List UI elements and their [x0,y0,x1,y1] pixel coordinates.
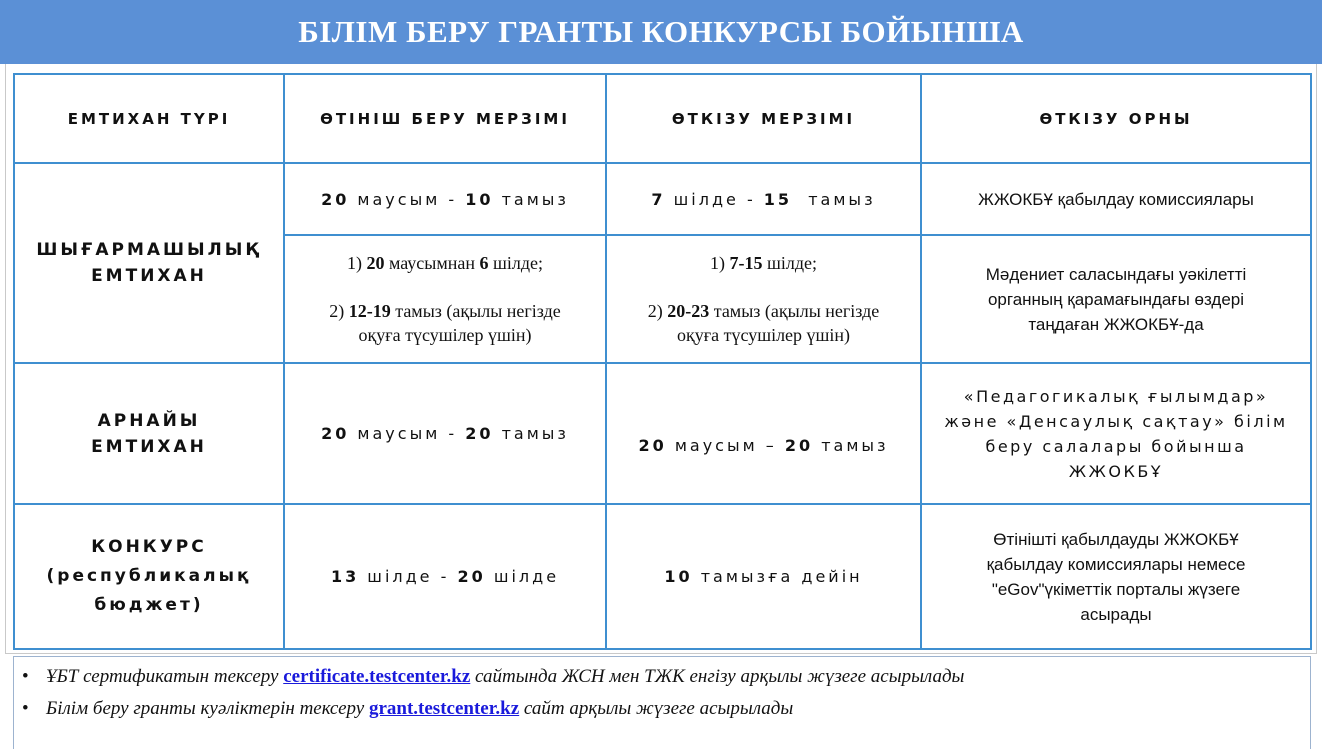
page-title: БІЛІМ БЕРУ ГРАНТЫ КОНКУРСЫ БОЙЫНША [298,14,1024,49]
creative-apply-period: 20 маусым - 10 тамыз [284,163,606,235]
creative-row-main [14,163,1311,235]
header-exam-period: ӨТКІЗУ МЕРЗІМІ [606,74,921,163]
special-row [14,363,1311,504]
contest-label: КОНКУРС (республикалық бюджет) [14,504,284,649]
note-certificate: • ҰБТ сертификатын тексеру certificate.testcenter.kz сайтында ЖСН мен ТЖК енгізу арқылы жүзеге асырылады [22,666,965,687]
certificate-link[interactable]: certificate.testcenter.kz [283,666,471,687]
note-grant: • Білім беру гранты куәліктерін тексеру grant.testcenter.kz сайт арқылы жүзеге асырылады [22,698,794,719]
creative-apply-alt: 1) 20 маусымнан 6 шілде; 2) 12-19 тамыз (ақылы негізде оқуға түсушілер үшін) [284,235,606,363]
notes-box [13,656,1311,749]
contest-row [14,504,1311,649]
creative-place-alt: Мәдениет саласындағы уәкілетті органның қарамағындағы өздері таңдаған ЖЖОКБҰ-да [921,235,1311,363]
special-exam-period: 20 маусым – 20 тамыз [606,363,921,504]
contest-apply-period: 13 шілде - 20 шілде [284,504,606,649]
title-banner [0,0,1322,64]
header-application-period: ӨТІНІШ БЕРУ МЕРЗІМІ [284,74,606,163]
grant-link[interactable]: grant.testcenter.kz [368,698,520,719]
header-exam-type: ЕМТИХАН ТҮРІ [14,74,284,163]
schedule-table [13,73,1312,650]
creative-exam-period: 7 шілде - 15 тамыз [606,163,921,235]
contest-exam-period: 10 тамызға дейін [606,504,921,649]
header-exam-place: ӨТКІЗУ ОРНЫ [921,74,1311,163]
creative-exam-alt: 1) 7-15 шілде; 2) 20-23 тамыз (ақылы негізде оқуға түсушілер үшін) [606,235,921,363]
header-row [14,74,1311,163]
special-apply-period: 20 маусым - 20 тамыз [284,363,606,504]
contest-exam-place: Өтінішті қабылдауды ЖЖОКБҰ қабылдау комиссиялары немесе "eGov"үкіметтік порталы жүзеге асырады [921,504,1311,649]
special-exam-place: «Педагогикалық ғылымдар» және «Денсаулық сақтау» білім беру салалары бойынша ЖЖОКБҰ [921,363,1311,504]
creative-exam-place: ЖЖОКБҰ қабылдау комиссиялары [921,163,1311,235]
creative-exam-label: ШЫҒАРМАШЫЛЫҚ ЕМТИХАН [14,163,284,363]
special-exam-label: АРНАЙЫ ЕМТИХАН [14,363,284,504]
